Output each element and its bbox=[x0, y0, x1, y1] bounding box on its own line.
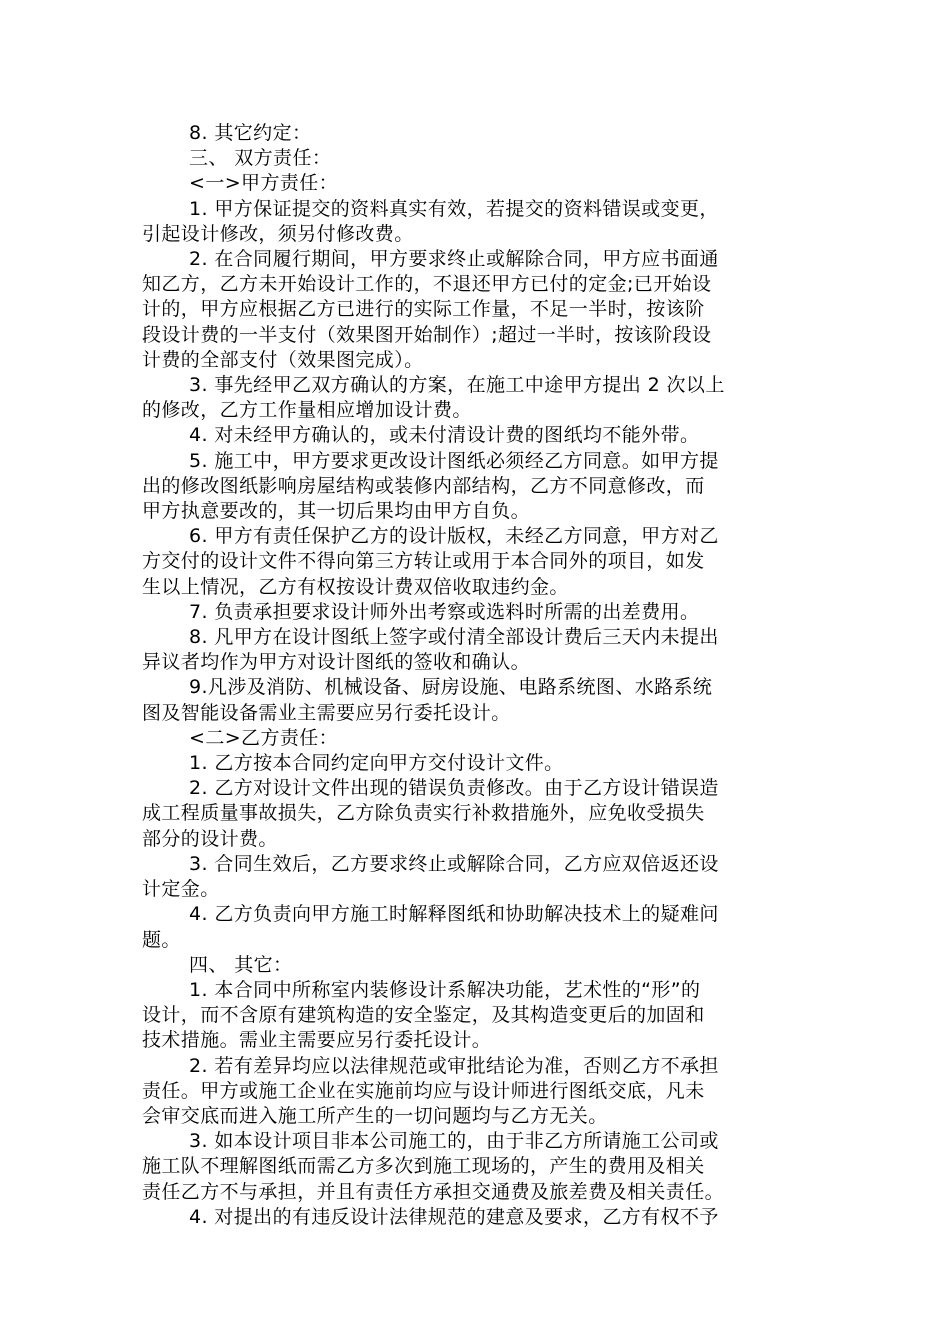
text-line: 题。 bbox=[142, 928, 181, 951]
text-line: 三、 双方责任： bbox=[189, 147, 332, 170]
text-line: 7. 负责承担要求设计师外出考察或选料时所需的出差费用。 bbox=[189, 600, 700, 623]
text-line: 4. 对未经甲方确认的，或未付清设计费的图纸均不能外带。 bbox=[189, 424, 700, 447]
text-line: 段设计费的一半支付（效果图开始制作）;超过一半时，按该阶段设 bbox=[142, 323, 712, 346]
text-line: 3. 事先经甲乙双方确认的方案，在施工中途甲方提出 2 次以上 bbox=[189, 374, 725, 397]
text-line: 8. 其它约定： bbox=[189, 122, 312, 144]
text-line: <二>乙方责任： bbox=[189, 726, 339, 749]
text-line: 计定金。 bbox=[142, 878, 220, 901]
text-line: 会审交底而进入施工所产生的一切问题均与乙方无关。 bbox=[142, 1104, 608, 1127]
text-line: 2. 在合同履行期间，甲方要求终止或解除合同，甲方应书面通 bbox=[189, 248, 719, 271]
text-line: <一>甲方责任： bbox=[189, 172, 339, 195]
text-line: 计费的全部支付（效果图完成）。 bbox=[142, 348, 424, 371]
text-line: 3. 如本设计项目非本公司施工的，由于非乙方所请施工公司或 bbox=[189, 1130, 719, 1153]
text-line: 技术措施。需业主需要应另行委托设计。 bbox=[142, 1029, 492, 1052]
text-line: 四、 其它： bbox=[189, 953, 293, 976]
text-line: 图及智能设备需业主需要应另行委托设计。 bbox=[142, 701, 511, 724]
text-line: 甲方执意要改的，其一切后果均由甲方自负。 bbox=[142, 500, 531, 523]
text-line: 责任。甲方或施工企业在实施前均应与设计师进行图纸交底，凡未 bbox=[142, 1079, 705, 1102]
text-line: 知乙方，乙方未开始设计工作的，不退还甲方已付的定金;已开始设 bbox=[142, 273, 712, 296]
text-line: 1. 本合同中所称室内装修设计系解决功能，艺术性的“形”的 bbox=[189, 978, 701, 1001]
text-line: 8. 凡甲方在设计图纸上签字或付清全部设计费后三天内未提出 bbox=[189, 626, 719, 649]
text-line: 责任乙方不与承担，并且有责任方承担交通费及旅差费及相关责任。 bbox=[142, 1180, 725, 1203]
text-line: 生以上情况，乙方有权按设计费双倍收取违约金。 bbox=[142, 575, 569, 598]
text-line: 计的，甲方应根据乙方已进行的实际工作量，不足一半时，按该阶 bbox=[142, 298, 705, 321]
text-line: 5. 施工中，甲方要求更改设计图纸必须经乙方同意。如甲方提 bbox=[189, 449, 719, 472]
text-line: 9.凡涉及消防、机械设备、厨房设施、电路系统图、水路系统 bbox=[189, 676, 713, 699]
text-line: 成工程质量事故损失，乙方除负责实行补救措施外，应免收受损失 bbox=[142, 802, 705, 825]
text-line: 2. 若有差异均应以法律规范或审批结论为准，否则乙方不承担 bbox=[189, 1054, 719, 1077]
text-line: 的修改，乙方工作量相应增加设计费。 bbox=[142, 399, 472, 422]
text-line: 方交付的设计文件不得向第三方转让或用于本合同外的项目，如发 bbox=[142, 550, 705, 573]
text-line: 3. 合同生效后，乙方要求终止或解除合同，乙方应双倍返还设 bbox=[189, 852, 719, 875]
text-line: 1. 乙方按本合同约定向甲方交付设计文件。 bbox=[189, 752, 564, 775]
text-line: 2. 乙方对设计文件出现的错误负责修改。由于乙方设计错误造 bbox=[189, 777, 719, 800]
text-line: 部分的设计费。 bbox=[142, 827, 278, 850]
document-body bbox=[142, 121, 808, 1230]
text-line: 出的修改图纸影响房屋结构或装修内部结构，乙方不同意修改，而 bbox=[142, 474, 705, 497]
text-line: 引起设计修改，须另付修改费。 bbox=[142, 222, 414, 245]
text-line: 异议者均作为甲方对设计图纸的签收和确认。 bbox=[142, 651, 531, 674]
text-line: 设计，而不含原有建筑构造的安全鉴定，及其构造变更后的加固和 bbox=[142, 1004, 705, 1027]
text-line: 施工队不理解图纸而需乙方多次到施工现场的，产生的费用及相关 bbox=[142, 1155, 705, 1178]
text-line: 1. 甲方保证提交的资料真实有效，若提交的资料错误或变更， bbox=[189, 197, 719, 220]
text-line: 4. 对提出的有违反设计法律规范的建意及要求，乙方有权不予 bbox=[189, 1205, 719, 1228]
text-line: 4. 乙方负责向甲方施工时解释图纸和协助解决技术上的疑难问 bbox=[189, 903, 719, 926]
text-line: 6. 甲方有责任保护乙方的设计版权，未经乙方同意，甲方对乙 bbox=[189, 525, 719, 548]
